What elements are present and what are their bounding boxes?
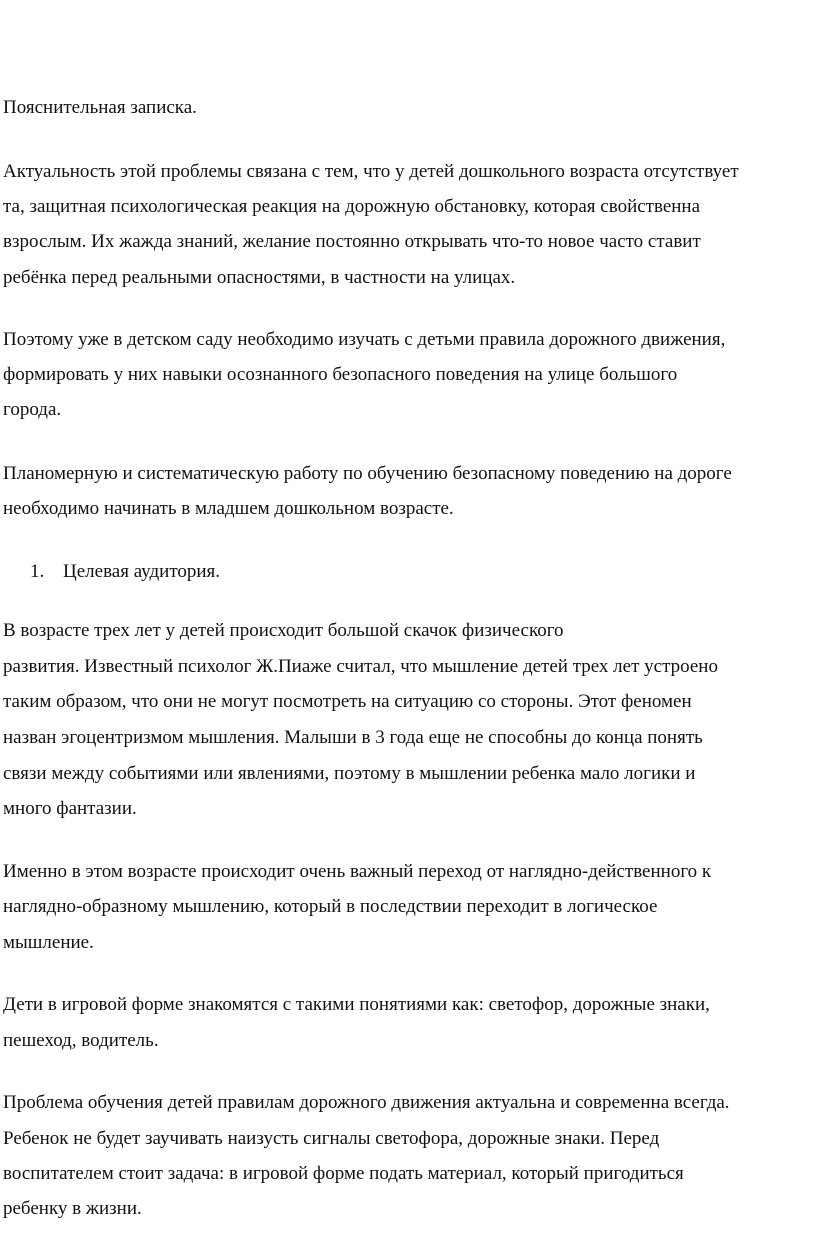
paragraph-line: Поэтому уже в детском саду необходимо изучать с детьми правила дорожного движения,: [3, 329, 726, 350]
paragraph-line: назван эгоцентризмом мышления. Малыши в 3 года еще не способны до конца понять: [3, 727, 703, 748]
paragraph-line: Именно в этом возрасте происходит очень важный переход от наглядно-действенного к: [3, 861, 712, 882]
paragraph-line: та, защитная психологическая реакция на дорожную обстановку, которая свойственна: [3, 196, 701, 217]
paragraph-line: связи между событиями или явлениями, поэтому в мышлении ребенка мало логики и: [3, 763, 696, 784]
paragraph-line: мышление.: [3, 932, 94, 953]
paragraph-line: таким образом, что они не могут посмотреть на ситуацию со стороны. Этот феномен: [3, 691, 692, 712]
paragraph-line: много фантазии.: [3, 798, 137, 819]
paragraph-line: пешеход, водитель.: [3, 1030, 159, 1051]
paragraph-line: взрослым. Их жажда знаний, желание постоянно открывать что-то новое часто ставит: [3, 231, 701, 252]
paragraph-line: В возрасте трех лет у детей происходит большой скачок физического: [3, 620, 564, 641]
paragraph-line: наглядно-образному мышлению, который в последствии переходит в логическое: [3, 896, 658, 917]
paragraph-line: Проблема обучения детей правилам дорожного движения актуальна и современна всегда.: [3, 1092, 730, 1113]
list-item-number: 1.: [30, 561, 45, 582]
paragraph-line: ребенку в жизни.: [3, 1198, 142, 1219]
document-title: Пояснительная записка.: [3, 97, 197, 118]
paragraph-line: воспитателем стоит задача: в игровой форме подать материал, который пригодиться: [3, 1163, 684, 1184]
paragraph-line: города.: [3, 399, 62, 420]
paragraph-line: Дети в игровой форме знакомятся с такими понятиями как: светофор, дорожные знаки,: [3, 994, 710, 1015]
paragraph-line: Актуальность этой проблемы связана с тем, что у детей дошкольного возраста отсутствует: [3, 161, 739, 182]
paragraph-line: Ребенок не будет заучивать наизусть сигналы светофора, дорожные знаки. Перед: [3, 1128, 660, 1149]
paragraph-line: ребёнка перед реальными опасностями, в частности на улицах.: [3, 267, 516, 288]
paragraph-line: развития. Известный психолог Ж.Пиаже считал, что мышление детей трех лет устроено: [3, 656, 718, 677]
paragraph-line: формировать у них навыки осознанного безопасного поведения на улице большого: [3, 364, 678, 385]
paragraph-line: Планомерную и систематическую работу по обучению безопасному поведению на дороге: [3, 463, 732, 484]
paragraph-line: необходимо начинать в младшем дошкольном возрасте.: [3, 498, 454, 519]
list-item-text: Целевая аудитория.: [63, 561, 221, 582]
